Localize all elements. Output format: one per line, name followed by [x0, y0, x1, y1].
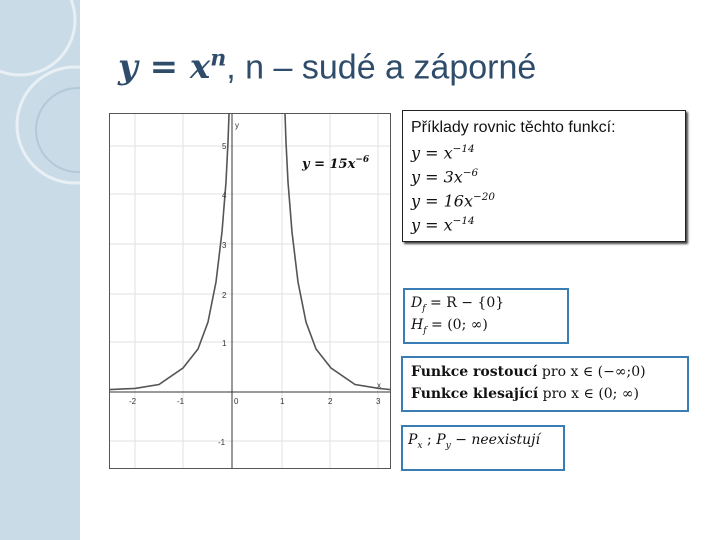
title-math-exp: n [210, 46, 227, 72]
graph-equation-exp: −6 [355, 155, 370, 165]
slide-title [118, 46, 536, 96]
domain-sub: f [422, 303, 426, 314]
decreasing-line [411, 386, 639, 402]
intercepts-line [408, 432, 540, 451]
y-tick-label: 3 [222, 241, 227, 250]
x-tick-label: -1 [177, 397, 185, 406]
px-label: P [408, 432, 418, 448]
eq-base: y = 16x [411, 191, 473, 211]
graph-equation [301, 155, 370, 172]
eq-exp: −14 [452, 215, 475, 227]
example-equation-2 [411, 167, 478, 186]
decorative-circles [0, 0, 80, 540]
increasing-line [411, 364, 646, 380]
domain-label: D [411, 295, 423, 311]
eq-base: y = x [411, 143, 453, 163]
y-tick-label: 5 [222, 142, 227, 151]
left-curve [110, 114, 229, 390]
y-axis-label: y [235, 121, 239, 130]
intercepts-text: − neexistují [450, 432, 540, 448]
increasing-interval: pro x ∈ (−∞;0) [537, 364, 646, 380]
domain-value: = R − {0} [425, 295, 505, 311]
examples-box [402, 110, 686, 242]
x-tick-label: 1 [280, 397, 285, 406]
example-equation-3 [411, 191, 495, 210]
eq-base: y = 3x [411, 167, 463, 187]
x-tick-label: 3 [376, 397, 381, 406]
x-axis-label: x [377, 381, 381, 390]
function-graph [109, 113, 391, 469]
increasing-label: Funkce rostoucí [411, 364, 538, 380]
y-tick-label: 2 [222, 291, 227, 300]
graph-plot [110, 114, 390, 468]
y-tick-label: 1 [222, 339, 227, 348]
decreasing-interval: pro x ∈ (0; ∞) [538, 386, 639, 402]
y-tick-label: 4 [222, 191, 227, 200]
py-sub: y [445, 440, 451, 451]
eq-exp: −6 [462, 167, 479, 179]
title-math [118, 47, 226, 87]
x-tick-label: 2 [328, 397, 333, 406]
eq-base: y = x [411, 215, 453, 235]
px-sub: x [417, 440, 423, 451]
example-equation-1 [411, 143, 475, 162]
examples-heading: Příklady rovnic těchto funkcí: [411, 119, 616, 136]
x-tick-label: -2 [129, 397, 137, 406]
y-tick-label: -1 [218, 438, 226, 447]
domain-range-box [403, 288, 569, 344]
range-value: = (0; ∞) [426, 317, 488, 333]
range-line [411, 317, 488, 336]
graph-equation-base: y = 15x [302, 157, 356, 172]
domain-line [411, 295, 504, 314]
title-text: , n – sudé a záporné [226, 48, 537, 87]
py-label: P [436, 432, 446, 448]
range-sub: f [423, 325, 427, 336]
eq-exp: −14 [452, 143, 475, 155]
intercepts-separator: ; [422, 432, 437, 448]
title-math-base: y = x [118, 47, 211, 88]
example-equation-4 [411, 215, 475, 234]
range-label: H [411, 317, 424, 333]
eq-exp: −20 [473, 191, 495, 203]
decorative-sidebar [0, 0, 80, 540]
x-tick-label: 0 [234, 397, 239, 406]
monotonicity-box [401, 356, 689, 412]
decreasing-label: Funkce klesající [411, 386, 539, 402]
right-curve [285, 114, 390, 390]
intercepts-box [401, 425, 565, 471]
